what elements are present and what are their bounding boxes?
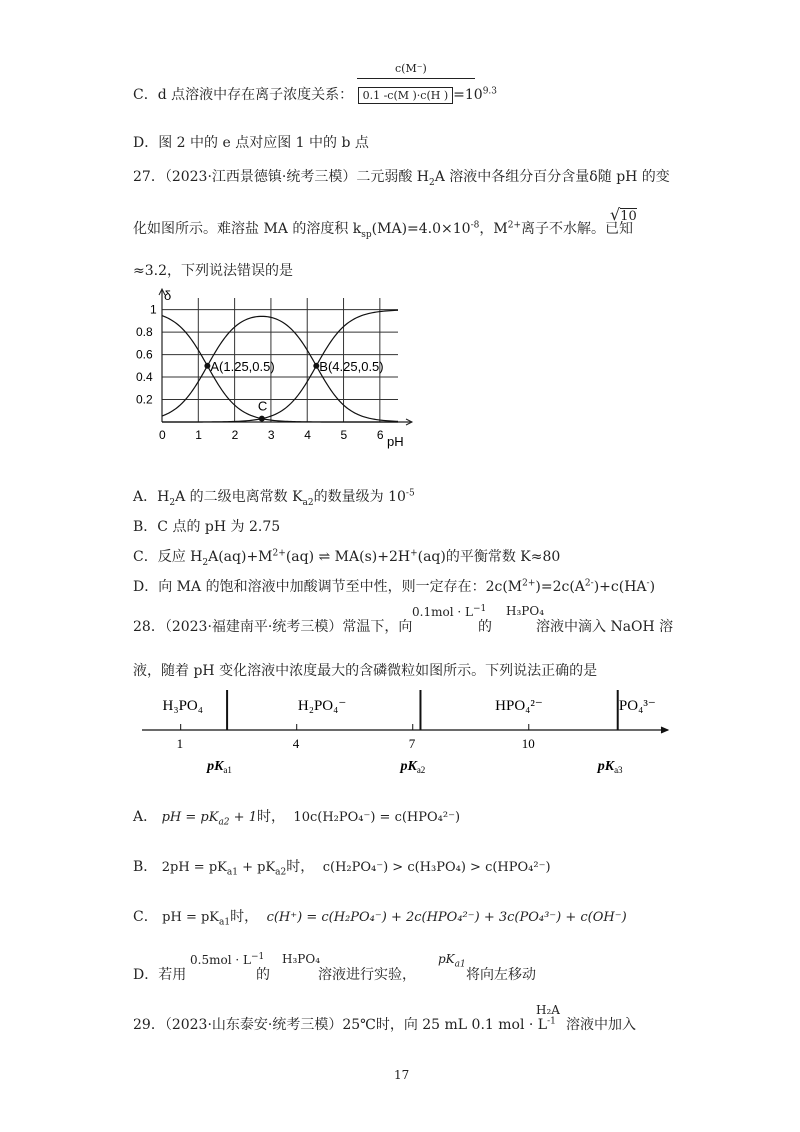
q28-option-d-pka: $pK_{a1}$ [438, 952, 466, 970]
sqrt-ten: √10 [610, 205, 637, 224]
chart-grid [159, 289, 412, 425]
point-C [259, 416, 265, 422]
q27-stem-line2: 化如图所示。难溶盐 MA 的溶度积 $k_{sp}(MA)=4.0\times 10^{-8}$，$M^{2+}$离子不水解。已知 [133, 220, 633, 240]
option-c-prev-fraction-bar [357, 78, 475, 79]
x-tick-label: 0 [159, 428, 166, 442]
x-tick-label: 6 [376, 428, 384, 442]
q28-acid: H₃PO₄ [506, 604, 544, 618]
q27-stem-line1: 27．（2023·江西景德镇·统考三模）二元弱酸 $H_2A$ 溶液中各组分百分含量δ随 pH 的变 [133, 169, 670, 188]
x-tick-label: 1 [195, 428, 202, 442]
q28-option-d-mid: 溶液进行实验， [318, 967, 416, 983]
point-label: B(4.25,0.5) [319, 358, 384, 374]
tick-label: 1 [176, 736, 184, 751]
q27-option-a: A．$H_2A$ 的二级电离常数 $K_{a2}$的数量级为 $10^{-5}$ [133, 488, 415, 508]
y-tick-label: 1 [150, 302, 157, 317]
pka-label: $pK_{a3}$ [597, 759, 623, 775]
species-label: H₃PO₄ [162, 698, 204, 714]
phosphate-species-diagram [140, 686, 680, 786]
pka-label: $pK_{a2}$ [400, 759, 426, 775]
q28-stem-tail: 溶液中滴入 NaOH 溶 [536, 619, 674, 635]
q28-option-d-end: 将向左移动 [466, 967, 536, 983]
q28-option-d-acid: H₃PO₄ [282, 952, 320, 966]
option-c-prev-numerator: c(M⁻) [395, 62, 427, 75]
q28-option-d: D．若用 [133, 967, 187, 983]
q28-option-c: C． pH = $pK_{a1}$时， c(H⁺) = c(H₂PO₄⁻) + 2c(HPO₄²⁻) + 3c(PO₄³⁻) + c(OH⁻) [133, 909, 627, 928]
axis-arrow [661, 727, 668, 733]
x-axis-label: pH [387, 434, 404, 449]
q28-de: 的 [478, 619, 492, 635]
point-label: A(1.25,0.5) [210, 358, 275, 374]
species-label: PO₄³⁻ [618, 698, 656, 714]
x-tick-label: 5 [340, 428, 348, 442]
q28-option-d-de: 的 [256, 967, 270, 983]
q28-concentration: $0.1mol \cdot L^{-1}$ [412, 604, 487, 619]
q27-stem-line3: ≈3.2，下列说法错误的是 [133, 263, 293, 279]
q28-option-a: A． pH = $pK_{a2} + 1$时， 10c(H₂PO₄⁻) = c(HPO₄²⁻) [133, 809, 461, 828]
x-tick-label: 3 [267, 428, 275, 442]
y-tick-label: 0.4 [136, 370, 153, 385]
option-d-prev: D．图 2 中的 e 点对应图 1 中的 b 点 [133, 135, 369, 151]
y-tick-label: 0.2 [136, 392, 153, 407]
tick-label: 7 [408, 736, 416, 751]
q28-stem-line1: 28．（2023·福建南平·统考三模）常温下，向 [133, 619, 413, 635]
option-c-prev-label: C．d 点溶液中存在离子浓度关系： [133, 87, 354, 103]
q28-option-b: B． $2pH = pK_{a1} + pK_{a2}$时， c(H₂PO₄⁻) > c(H₃PO₄) > c(HPO₄²⁻) [133, 859, 551, 878]
q27-option-d: D．向 MA 的饱和溶液中加酸调节至中性，则一定存在：$2c(M^{2+})=2c(A^{2-})+c(HA^-)$ [133, 578, 656, 595]
option-c-prev-denominator: 0.1 -c(M )·c(H ) [358, 87, 454, 104]
species-regions [163, 698, 656, 714]
y-tick-label: 0.8 [136, 325, 153, 340]
x-tick-label: 2 [231, 428, 239, 442]
q29-stem-tail: 溶液中加入 [566, 1017, 636, 1033]
q28-stem-line2: 液，随着 pH 变化溶液中浓度最大的含磷微粒如图所示。下列说法正确的是 [133, 663, 598, 679]
y-axis-label: δ [164, 288, 172, 303]
tick-label: 4 [292, 736, 300, 751]
delta-ph-chart [136, 286, 430, 456]
page-number: 17 [394, 1068, 410, 1082]
option-c-prev: C．d 点溶液中存在离子浓度关系： 0.1 -c(M )·c(H ) $=10^{9.3}$ [133, 86, 498, 103]
species-label: HPO₄²⁻ [495, 698, 543, 714]
x-tick-label: 4 [304, 428, 311, 442]
chart-points [204, 359, 383, 422]
point-label: C [257, 398, 268, 414]
q27-option-b: B．C 点的 pH 为 2.75 [133, 519, 281, 535]
q28-option-d-concentration: $0.5mol \cdot L^{-1}$ [190, 952, 265, 967]
q29-stem: 29．（2023·山东泰安·统考三模）25℃时，向 25 mL 0.1 mol · $L^{-1}$ [133, 1016, 556, 1033]
q29-acid: H₂A [536, 1003, 560, 1017]
pka-label: $pK_{a1}$ [207, 759, 232, 775]
species-label: H₂PO₄⁻ [297, 698, 347, 714]
ph-axis [142, 690, 668, 775]
q27-option-c: C．反应 $H_2A(aq)+M^{2+}(aq)$ ⇌ MA(s)+2H+(aq)的平衡常数 K≈80 [133, 548, 561, 568]
tick-label: 10 [521, 736, 535, 751]
y-tick-label: 0.6 [136, 347, 153, 362]
